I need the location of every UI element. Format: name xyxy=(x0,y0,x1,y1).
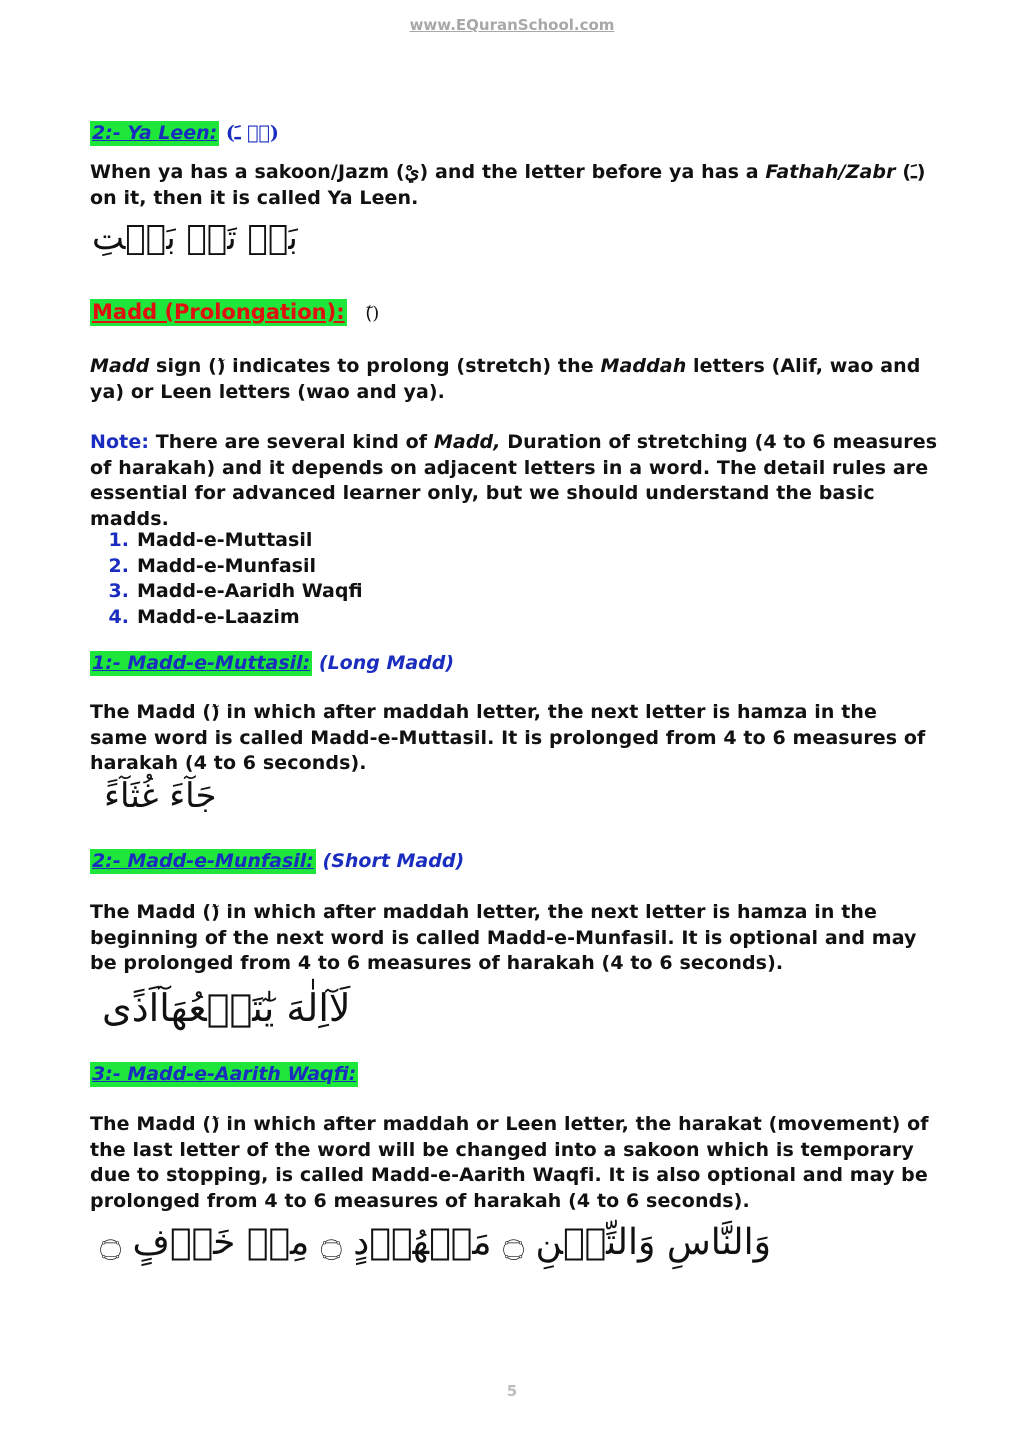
note-italic: Madd, xyxy=(433,431,501,453)
note-text-1: There are several kind of xyxy=(149,431,434,453)
muttasil-heading-label: 1:- Madd-e-Muttasil: xyxy=(92,652,311,674)
ya-leen-text-2: ) and the letter before ya has a xyxy=(419,161,766,183)
munfasil-paragraph xyxy=(90,900,940,977)
aarith-text-1: The Madd ( xyxy=(90,1113,212,1135)
ya-leen-arabic-2: ـَ xyxy=(911,161,917,183)
munfasil-heading xyxy=(90,849,464,873)
munfasil-heading-label: 2:- Madd-e-Munfasil: xyxy=(92,850,314,872)
madd-text-2: ) indicates to prolong (stretch) the xyxy=(216,355,601,377)
list-item xyxy=(99,528,363,554)
ya-leen-italic: Fathah/Zabr xyxy=(765,161,896,183)
list-item-label: Madd-e-Munfasil xyxy=(137,554,316,577)
ya-leen-text-3: ( xyxy=(895,161,912,183)
aarith-paragraph xyxy=(90,1112,940,1214)
muttasil-paragraph xyxy=(90,700,940,777)
muttasil-examples: جَآءَ غُثَآءً xyxy=(104,776,217,816)
aarith-heading xyxy=(90,1062,358,1086)
note-label: Note: xyxy=(90,431,150,453)
madd-types-list xyxy=(99,528,363,630)
list-item-number: 2. xyxy=(108,554,129,577)
ya-leen-heading-label: 2:- Ya Leen: xyxy=(92,122,218,144)
list-item-label: Madd-e-Laazim xyxy=(137,605,300,628)
madd-text-1: sign ( xyxy=(149,355,217,377)
note-text-2: Duration of stretching (4 to 6 measures of harakah) and it depends on adjacent letters in a word. The detail rules are essential for advanced learner only, but we should understand the basic madds. xyxy=(90,431,938,530)
ya-leen-heading-arabic: (يۡ ـَ) xyxy=(225,122,279,144)
ya-leen-arabic-1: يْ xyxy=(404,161,420,183)
list-item-number: 4. xyxy=(108,605,129,628)
madd-note xyxy=(90,430,940,532)
muttasil-heading xyxy=(90,651,454,675)
list-item xyxy=(99,605,363,631)
list-item-number: 3. xyxy=(108,580,129,602)
aarith-examples: وَالنَّاسِ وَالتِّيۡنِ ۝ مَشۡهُوۡدٍ ۝ مِنۡ خَوۡفٍ ۝ xyxy=(100,1222,771,1263)
aarith-text-2: ) in which after maddah or Leen letter, the harakat (movement) of the last letter of the word will be changed into a sakoon which is temporary due to stopping, is called Madd-e-Aarith Waqfi. It is also optional and may be prolonged from 4 to 6 measures of harakah (4 to 6 seconds). xyxy=(90,1113,929,1212)
madd-heading xyxy=(90,300,379,326)
madd-italic-1: Madd xyxy=(90,355,150,377)
munfasil-text-2: ) in which after maddah letter, the next letter is hamza in the beginning of the next word is called Madd-e-Munfasil. It is optional and may be prolonged from 4 to 6 measures of harakah (4 to 6 seconds). xyxy=(90,901,917,974)
madd-paragraph xyxy=(90,354,940,405)
ya-leen-text-4: ) on it, then it is called Ya Leen. xyxy=(90,161,926,209)
list-item-label: Madd-e-Aaridh Waqfi xyxy=(137,580,363,602)
ya-leen-examples: بَيۡ تَيۡ بَيۡتِ xyxy=(92,218,298,258)
list-item xyxy=(99,579,363,605)
madd-heading-sign: (ٓ) xyxy=(365,303,380,324)
madd-heading-label: Madd (Prolongation): xyxy=(92,300,345,324)
list-item-label: Madd-e-Muttasil xyxy=(137,529,313,551)
madd-text-3: letters (Alif, wao and ya) or Leen letters (wao and ya). xyxy=(90,355,921,403)
aarith-heading-label: 3:- Madd-e-Aarith Waqfi: xyxy=(92,1063,357,1085)
munfasil-text-1: The Madd ( xyxy=(90,901,212,923)
muttasil-heading-sub: (Long Madd) xyxy=(312,652,455,674)
munfasil-examples: لَآاِلٰهَ يٰٓتَبۡعُهَآاَذًى xyxy=(102,986,351,1030)
muttasil-text-2: ) in which after maddah letter, the next letter is hamza in the same word is called Madd-e-Muttasil. It is prolonged from 4 to 6 measures of harakah (4 to 6 seconds). xyxy=(90,701,926,774)
page-number: 5 xyxy=(506,1382,518,1400)
list-item-number: 1. xyxy=(108,529,129,551)
ya-leen-text-1: When ya has a sakoon/Jazm ( xyxy=(90,161,405,183)
muttasil-text-1: The Madd ( xyxy=(90,701,212,723)
ya-leen-paragraph xyxy=(90,160,940,211)
site-url-link[interactable]: www.EQuranSchool.com xyxy=(409,16,615,34)
list-item xyxy=(99,554,363,580)
madd-italic-2: Maddah xyxy=(600,355,687,377)
ya-leen-heading xyxy=(90,121,279,145)
munfasil-heading-sub: (Short Madd) xyxy=(315,850,465,872)
